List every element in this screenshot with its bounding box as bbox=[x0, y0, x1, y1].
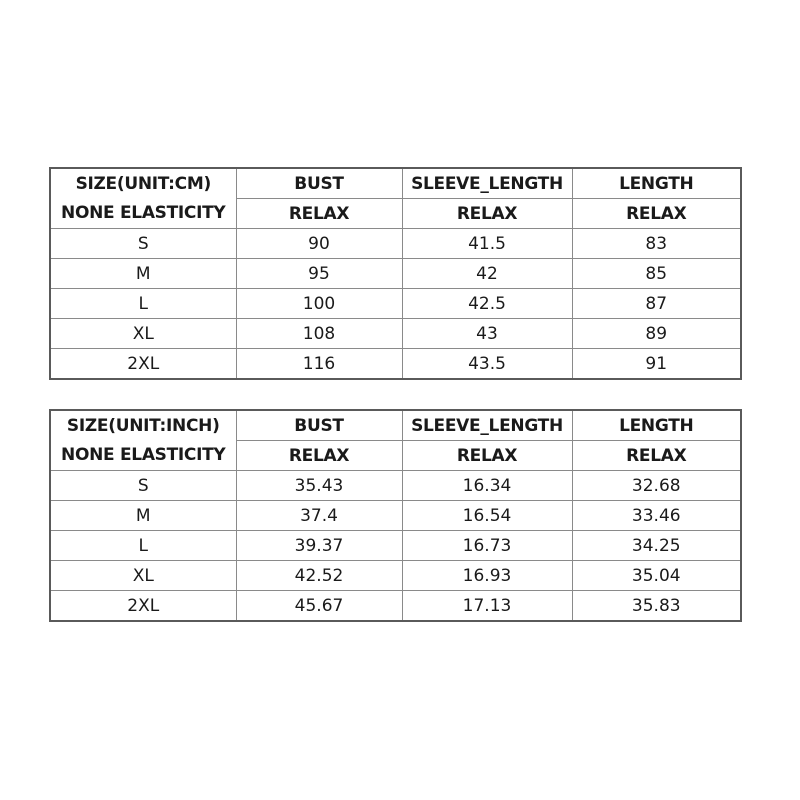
table-cell: 16.93 bbox=[402, 561, 572, 591]
header-cell: SLEEVE_LENGTH bbox=[402, 168, 572, 199]
table-cell: 90 bbox=[236, 229, 402, 259]
table-cell: 16.54 bbox=[402, 501, 572, 531]
table-row bbox=[50, 319, 741, 349]
table-row bbox=[50, 591, 741, 622]
header-cell: BUST bbox=[236, 168, 402, 199]
table-cell: 42.5 bbox=[402, 289, 572, 319]
table-cell: S bbox=[50, 229, 236, 259]
table-cell: 89 bbox=[572, 319, 741, 349]
header-cell: SLEEVE_LENGTH bbox=[402, 410, 572, 441]
table-cell: 2XL bbox=[50, 349, 236, 380]
table-cell: 37.4 bbox=[236, 501, 402, 531]
table-cell: 87 bbox=[572, 289, 741, 319]
header-cell: SIZE(UNIT:INCH) bbox=[50, 410, 236, 441]
table-cell: L bbox=[50, 289, 236, 319]
table-row bbox=[50, 531, 741, 561]
header-cell: RELAX bbox=[236, 199, 402, 229]
table-cell: 16.34 bbox=[402, 471, 572, 501]
header-cell: RELAX bbox=[572, 199, 741, 229]
size-table-inch bbox=[49, 409, 742, 622]
table-row bbox=[50, 229, 741, 259]
subheader-row bbox=[50, 441, 741, 471]
header-cell: BUST bbox=[236, 410, 402, 441]
table-cell: 108 bbox=[236, 319, 402, 349]
table-row bbox=[50, 349, 741, 380]
table-row bbox=[50, 471, 741, 501]
table-cell: 100 bbox=[236, 289, 402, 319]
table-cell: 32.68 bbox=[572, 471, 741, 501]
header-cell: RELAX bbox=[402, 199, 572, 229]
header-row bbox=[50, 410, 741, 441]
table-cell: 35.43 bbox=[236, 471, 402, 501]
table-row bbox=[50, 289, 741, 319]
table-cell: 41.5 bbox=[402, 229, 572, 259]
table-row bbox=[50, 561, 741, 591]
header-cell: RELAX bbox=[402, 441, 572, 471]
header-cell: LENGTH bbox=[572, 168, 741, 199]
header-cell: NONE ELASTICITY bbox=[50, 441, 236, 471]
table-cell: 2XL bbox=[50, 591, 236, 622]
table-cell: 35.04 bbox=[572, 561, 741, 591]
table-cell: 34.25 bbox=[572, 531, 741, 561]
table-cell: 42.52 bbox=[236, 561, 402, 591]
table-cell: 91 bbox=[572, 349, 741, 380]
table-cell: XL bbox=[50, 561, 236, 591]
table-cell: 43.5 bbox=[402, 349, 572, 380]
table-cell: 83 bbox=[572, 229, 741, 259]
table-cell: 39.37 bbox=[236, 531, 402, 561]
header-row bbox=[50, 168, 741, 199]
table-cell: 33.46 bbox=[572, 501, 741, 531]
table-cell: 95 bbox=[236, 259, 402, 289]
table-row bbox=[50, 259, 741, 289]
table-cell: 17.13 bbox=[402, 591, 572, 622]
table-cell: 45.67 bbox=[236, 591, 402, 622]
table-cell: 43 bbox=[402, 319, 572, 349]
size-table-cm bbox=[49, 167, 742, 380]
table-cell: S bbox=[50, 471, 236, 501]
table-cell: 85 bbox=[572, 259, 741, 289]
header-cell: LENGTH bbox=[572, 410, 741, 441]
header-cell: RELAX bbox=[236, 441, 402, 471]
table-cell: M bbox=[50, 501, 236, 531]
table-cell: L bbox=[50, 531, 236, 561]
table-cell: 116 bbox=[236, 349, 402, 380]
table-row bbox=[50, 501, 741, 531]
header-cell: RELAX bbox=[572, 441, 741, 471]
header-cell: SIZE(UNIT:CM) bbox=[50, 168, 236, 199]
table-cell: XL bbox=[50, 319, 236, 349]
table-cell: 35.83 bbox=[572, 591, 741, 622]
subheader-row bbox=[50, 199, 741, 229]
header-cell: NONE ELASTICITY bbox=[50, 199, 236, 229]
table-cell: 42 bbox=[402, 259, 572, 289]
table-cell: 16.73 bbox=[402, 531, 572, 561]
table-cell: M bbox=[50, 259, 236, 289]
